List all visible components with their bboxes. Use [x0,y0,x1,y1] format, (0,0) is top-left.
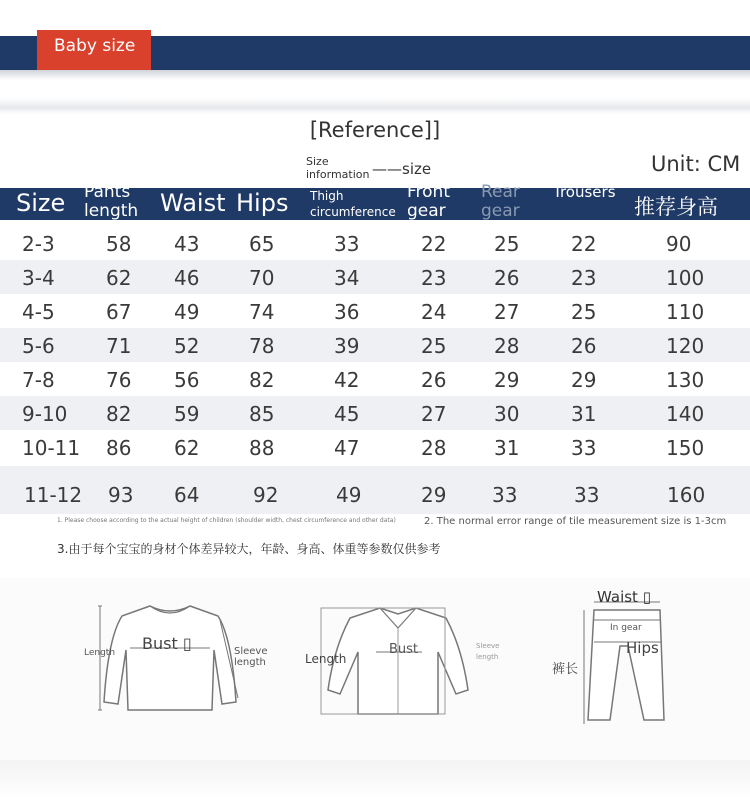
cell-thigh: 42 [334,368,360,392]
header-recommended-height: 推荐身高 [634,195,718,219]
table-row [0,362,750,396]
cell-waist: 62 [174,436,200,460]
cell-thigh: 36 [334,300,360,324]
header-thigh-line2: circumference [310,205,396,219]
header-rear-line1: Rear [481,182,520,202]
cell-pants-length: 71 [106,334,132,358]
sweater-diagram [90,598,250,718]
cell-thigh: 47 [334,436,360,460]
size-info-line2: information [306,168,370,181]
cell-pants-length: 58 [106,232,132,256]
bottom-fade [0,760,750,800]
cell-rear-gear: 29 [494,368,520,392]
cell-size: 11-12 [24,483,83,507]
sweater-outline [104,606,236,710]
cell-hips: 85 [249,402,275,426]
cell-trousers: 31 [571,402,597,426]
cell-hips: 65 [249,232,275,256]
cell-front-gear: 27 [421,402,447,426]
cell-pants-length: 76 [106,368,132,392]
cell-size: 4-5 [22,300,55,324]
cell-trousers: 25 [571,300,597,324]
cell-waist: 52 [174,334,200,358]
cell-rear-gear: 30 [494,402,520,426]
header-pants-line2: length [84,201,139,221]
table-row [0,466,750,514]
cell-hips: 82 [249,368,275,392]
sweater-length-label: Length [84,648,116,658]
cell-thigh: 33 [334,232,360,256]
header-waist: Waist [160,189,226,217]
cell-size: 3-4 [22,266,55,290]
header-front-gear [407,184,450,219]
sweater-bust-label: Bust ▯ [142,634,192,653]
cell-waist: 43 [174,232,200,256]
table-row [0,396,750,430]
cell-front-gear: 22 [421,232,447,256]
cell-trousers: 23 [571,266,597,290]
table-row [0,294,750,328]
cell-pants-length: 93 [108,483,134,507]
header-front-line2: gear [407,201,446,221]
size-information-label [306,155,370,181]
unit-label: Unit: CM [651,152,741,176]
cell-front-gear: 25 [421,334,447,358]
cell-pants-length: 62 [106,266,132,290]
cell-thigh: 39 [334,334,360,358]
cell-trousers: 29 [571,368,597,392]
shirt-sleeve-label [476,641,499,663]
sweater-sleeve-label [234,646,268,668]
cell-height: 110 [666,300,705,324]
cell-height: 90 [666,232,692,256]
note-choose-by-height: 1. Please choose according to the actual height of children (shoulder width, chest circumference and other data) [57,517,396,524]
shirt-length-label: Length [305,652,347,666]
panel-divider [0,98,750,114]
size-info-line1: Size [306,155,329,168]
cell-height: 100 [666,266,705,290]
cell-waist: 56 [174,368,200,392]
cell-hips: 78 [249,334,275,358]
cell-thigh: 45 [334,402,360,426]
cell-trousers: 33 [571,436,597,460]
header-trousers: Trousers [553,183,616,201]
cell-size: 5-6 [22,334,55,358]
header-front-line1: Front [407,182,450,202]
cell-hips: 88 [249,436,275,460]
cell-height: 130 [666,368,705,392]
pants-waist-label: Waist ▯ [597,588,651,606]
note-error-range: 2. The normal error range of tile measurement size is 1-3cm [424,516,727,527]
shirt-sleeve-line2: length [476,653,499,661]
cell-front-gear: 28 [421,436,447,460]
header-thigh-line1: Thigh [310,189,344,203]
cell-trousers: 33 [574,483,600,507]
cell-rear-gear: 31 [494,436,520,460]
header-hips: Hips [236,189,289,217]
cell-rear-gear: 27 [494,300,520,324]
header-rear-gear [481,184,520,219]
cell-rear-gear: 26 [494,266,520,290]
table-row [0,260,750,294]
baby-size-tab: Baby size [37,30,151,70]
header-pants-line1: Pants [84,182,131,202]
pants-in-gear-label: In gear [610,623,642,633]
cell-thigh: 49 [336,483,362,507]
header-size: Size [16,189,66,217]
table-row [0,430,750,464]
cell-waist: 46 [174,266,200,290]
header-pants-length [84,184,138,219]
table-header [0,182,750,221]
cell-rear-gear: 25 [494,232,520,256]
cell-pants-length: 82 [106,402,132,426]
reference-title: [Reference]] [309,118,441,142]
shirt-sleeve-line1: Sleeve [476,642,500,650]
cell-waist: 64 [174,483,200,507]
cell-front-gear: 26 [421,368,447,392]
cell-front-gear: 29 [421,483,447,507]
pants-diagram [570,590,680,730]
size-info-suffix: ——size [372,160,432,178]
cell-hips: 92 [253,483,279,507]
table-row [0,328,750,362]
cell-size: 2-3 [22,232,55,256]
cell-height: 150 [666,436,705,460]
cell-pants-length: 67 [106,300,132,324]
cell-rear-gear: 33 [492,483,518,507]
sweater-sleeve-line1: Sleeve [234,646,268,657]
cell-size: 9-10 [22,402,68,426]
cell-front-gear: 24 [421,300,447,324]
cell-size: 7-8 [22,368,55,392]
shirt-bust-label: Bust [389,642,419,657]
cell-trousers: 22 [571,232,597,256]
cell-thigh: 34 [334,266,360,290]
cell-rear-gear: 28 [494,334,520,358]
header-rear-line2: gear [481,201,520,221]
note-reference-only: 3.由于每个宝宝的身材个体差异较大，年龄、身高、体重等参数仅供参考 [57,542,441,556]
cell-size: 10-11 [22,436,81,460]
table-row [0,226,750,260]
pants-hips-label: Hips [626,639,659,657]
sweater-sleeve-line2: length [234,657,266,668]
cell-pants-length: 86 [106,436,132,460]
cell-height: 120 [666,334,705,358]
cell-hips: 70 [249,266,275,290]
cell-trousers: 26 [571,334,597,358]
pants-length-label: 裤长 [552,662,579,677]
cell-hips: 74 [249,300,275,324]
cell-height: 140 [666,402,705,426]
header-thigh-circumference [310,188,396,220]
header-shadow [0,70,750,80]
cell-height: 160 [667,483,706,507]
cell-front-gear: 23 [421,266,447,290]
cell-waist: 49 [174,300,200,324]
cell-waist: 59 [174,402,200,426]
